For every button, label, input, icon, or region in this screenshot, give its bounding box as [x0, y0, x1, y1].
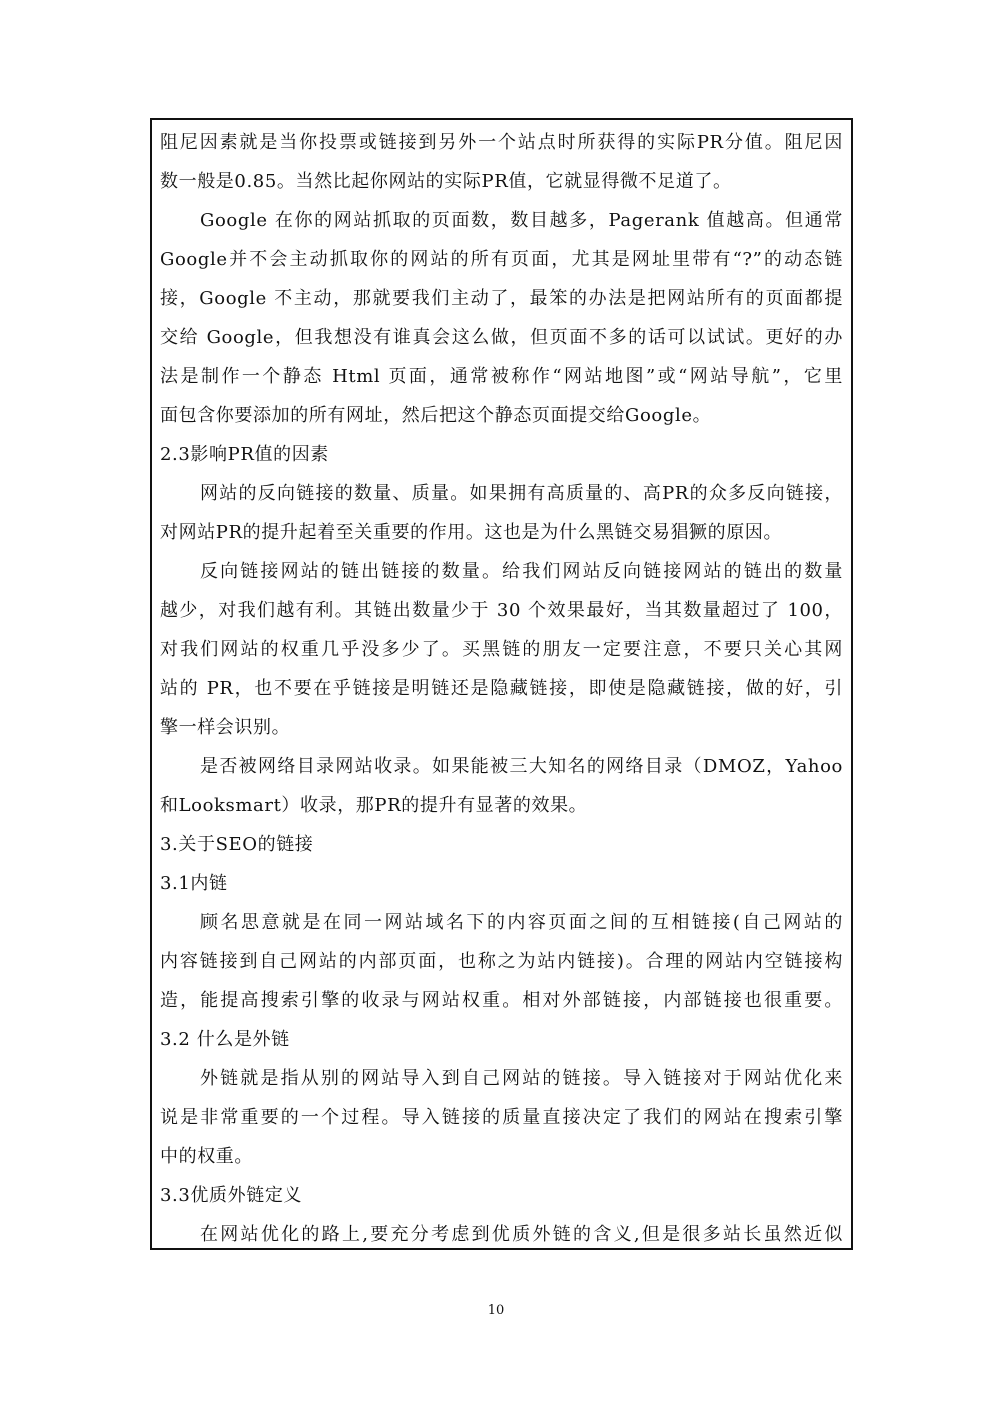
text-line: Google并不会主动抓取你的网站的所有页面，尤其是网址里带有“?”的动态链 — [160, 249, 843, 270]
section-heading: 2.3影响PR值的因素 — [160, 444, 329, 465]
text-line: 擎一样会识别。 — [160, 717, 291, 738]
text-line: 越少，对我们越有利。其链出数量少于 30 个效果最好，当其数量超过了 100， — [160, 600, 843, 621]
document-frame — [150, 118, 853, 1250]
section-heading: 3.2 什么是外链 — [160, 1029, 290, 1050]
text-line: 是否被网络目录网站收录。如果能被三大知名的网络目录（DMOZ，Yahoo — [200, 756, 843, 777]
text-line: 法是制作一个静态 Html 页面，通常被称作“网站地图”或“网站导航”，它里 — [160, 366, 843, 387]
section-heading: 3.1内链 — [160, 873, 228, 894]
text-line: 外链就是指从别的网站导入到自己网站的链接。导入链接对于网站优化来 — [200, 1068, 843, 1089]
text-line: Google 在你的网站抓取的页面数，数目越多，Pagerank 值越高。但通常 — [200, 210, 843, 231]
text-line: 反向链接网站的链出链接的数量。给我们网站反向链接网站的链出的数量 — [200, 561, 843, 582]
text-line: 造，能提高搜索引擎的收录与网站权重。相对外部链接，内部链接也很重要。 — [160, 990, 843, 1011]
text-line: 在网站优化的路上,要充分考虑到优质外链的含义,但是很多站长虽然近似 — [200, 1224, 843, 1245]
text-line: 中的权重。 — [160, 1146, 253, 1167]
text-line: 接，Google 不主动，那就要我们主动了，最笨的办法是把网站所有的页面都提 — [160, 288, 843, 309]
text-line: 阻尼因素就是当你投票或链接到另外一个站点时所获得的实际PR分值。阻尼因 — [160, 132, 843, 153]
text-line: 交给 Google，但我想没有谁真会这么做，但页面不多的话可以试试。更好的办 — [160, 327, 843, 348]
text-line: 网站的反向链接的数量、质量。如果拥有高质量的、高PR的众多反向链接， — [200, 483, 843, 504]
section-heading: 3.关于SEO的链接 — [160, 834, 314, 855]
text-line: 内容链接到自己网站的内部页面，也称之为站内链接)。合理的网站内空链接构 — [160, 951, 843, 972]
text-line: 和Looksmart）收录，那PR的提升有显著的效果。 — [160, 795, 588, 816]
text-line: 对我们网站的权重几乎没多少了。买黑链的朋友一定要注意，不要只关心其网 — [160, 639, 843, 660]
text-line: 站的 PR，也不要在乎链接是明链还是隐藏链接，即使是隐藏链接，做的好，引 — [160, 678, 843, 699]
text-line: 对网站PR的提升起着至关重要的作用。这也是为什么黑链交易猖獗的原因。 — [160, 522, 783, 543]
text-line: 数一般是0.85。当然比起你网站的实际PR值，它就显得微不足道了。 — [160, 171, 732, 192]
text-line: 说是非常重要的一个过程。导入链接的质量直接决定了我们的网站在搜索引擎 — [160, 1107, 843, 1128]
page-number: 10 — [487, 1303, 505, 1318]
text-line: 顾名思意就是在同一网站域名下的内容页面之间的互相链接(自己网站的 — [200, 912, 843, 933]
section-heading: 3.3优质外链定义 — [160, 1185, 303, 1206]
text-line: 面包含你要添加的所有网址，然后把这个静态页面提交给Google。 — [160, 405, 712, 426]
